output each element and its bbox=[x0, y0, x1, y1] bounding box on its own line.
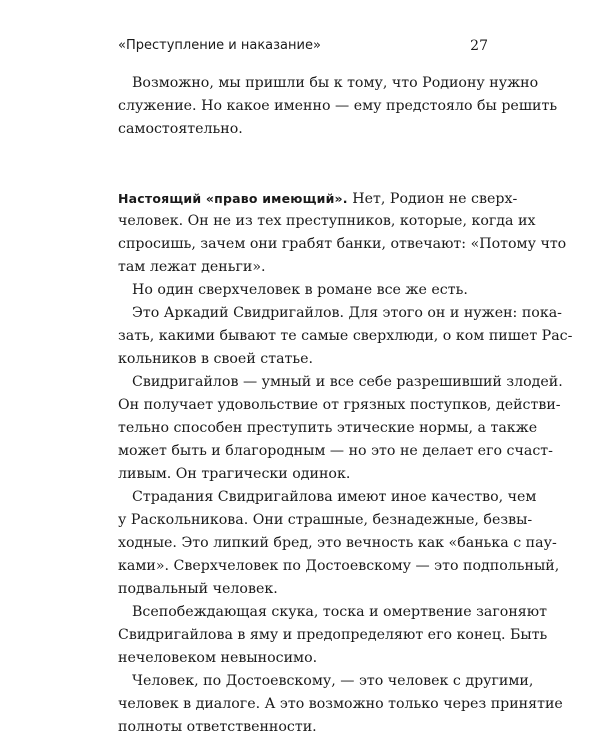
text-line: Всепобеждающая скука, тоска и омертвение загоняют bbox=[132, 604, 547, 620]
text-line: Он получает удовольствие от грязных поступков, действи- bbox=[118, 397, 561, 413]
text-line bbox=[118, 187, 518, 210]
text-line: человек в диалоге. А это возможно только через принятие bbox=[118, 696, 563, 712]
section-gap bbox=[118, 141, 488, 164]
text-line: Человек, по Достоевскому, — это человек с другими, bbox=[132, 673, 534, 689]
text-line: Свидригайлова в яму и предопределяют его конец. Быть bbox=[118, 627, 548, 643]
text-line: Возможно, мы пришли бы к тому, что Родиону нужно bbox=[132, 75, 539, 91]
text-line: Но один сверхчеловек в романе все же есть. bbox=[132, 282, 468, 298]
section-paragraph-3 bbox=[118, 302, 573, 371]
text-line: Это Аркадий Свидригайлов. Для этого он и нужен: пока- bbox=[132, 305, 562, 321]
text-line: нечеловеком невыносимо. bbox=[118, 650, 318, 666]
intro-paragraph bbox=[118, 72, 558, 141]
text-line: самостоятельно. bbox=[118, 121, 243, 137]
text-line: Страдания Свидригайлова имеют иное качество, чем bbox=[132, 489, 537, 505]
section-paragraph-2 bbox=[118, 279, 488, 302]
section-paragraph-4 bbox=[118, 371, 563, 486]
section-paragraph-7 bbox=[118, 670, 563, 739]
section-paragraph-6 bbox=[118, 601, 548, 670]
section-gap bbox=[118, 164, 488, 187]
section-paragraph-1 bbox=[118, 187, 567, 279]
page-number: 27 bbox=[470, 38, 488, 54]
section-paragraph-5 bbox=[118, 486, 560, 601]
text-line: ходные. Это липкий бред, это вечность как «банька с пау- bbox=[118, 535, 557, 551]
heading-line-rest: Нет, Родион не сверх- bbox=[347, 191, 518, 207]
text-line: Свидригайлов — умный и все себе разрешивший злодей. bbox=[132, 374, 563, 390]
text-line: подвальный человек. bbox=[118, 581, 278, 597]
body-text bbox=[118, 72, 573, 739]
text-line: тельно способен преступить этические нормы, а также bbox=[118, 420, 538, 436]
text-line: служение. Но какое именно — ему предстояло бы решить bbox=[118, 98, 558, 114]
text-line: ливым. Он трагически одинок. bbox=[118, 466, 351, 482]
text-line: человек. Он не из тех преступников, которые, когда их bbox=[118, 213, 536, 229]
text-line: кольников в своей статье. bbox=[118, 351, 314, 367]
running-head: «Преступление и наказание» bbox=[118, 38, 321, 53]
text-line: полноты ответственности. bbox=[118, 719, 317, 735]
text-line: зать, какими бывают те самые сверхлюди, о ком пишет Рас- bbox=[118, 328, 573, 344]
page-header bbox=[118, 38, 488, 58]
text-line: спросишь, зачем они грабят банки, отвечают: «Потому что bbox=[118, 236, 567, 252]
section-heading: Настоящий «право имеющий». bbox=[118, 191, 348, 206]
text-line: может быть и благородным — но это не делает его счаст- bbox=[118, 443, 553, 459]
text-line: ками». Сверхчеловек по Достоевскому — это подпольный, bbox=[118, 558, 560, 574]
text-line: у Раскольникова. Они страшные, безнадежные, безвы- bbox=[118, 512, 533, 528]
text-line: там лежат деньги». bbox=[118, 259, 266, 275]
